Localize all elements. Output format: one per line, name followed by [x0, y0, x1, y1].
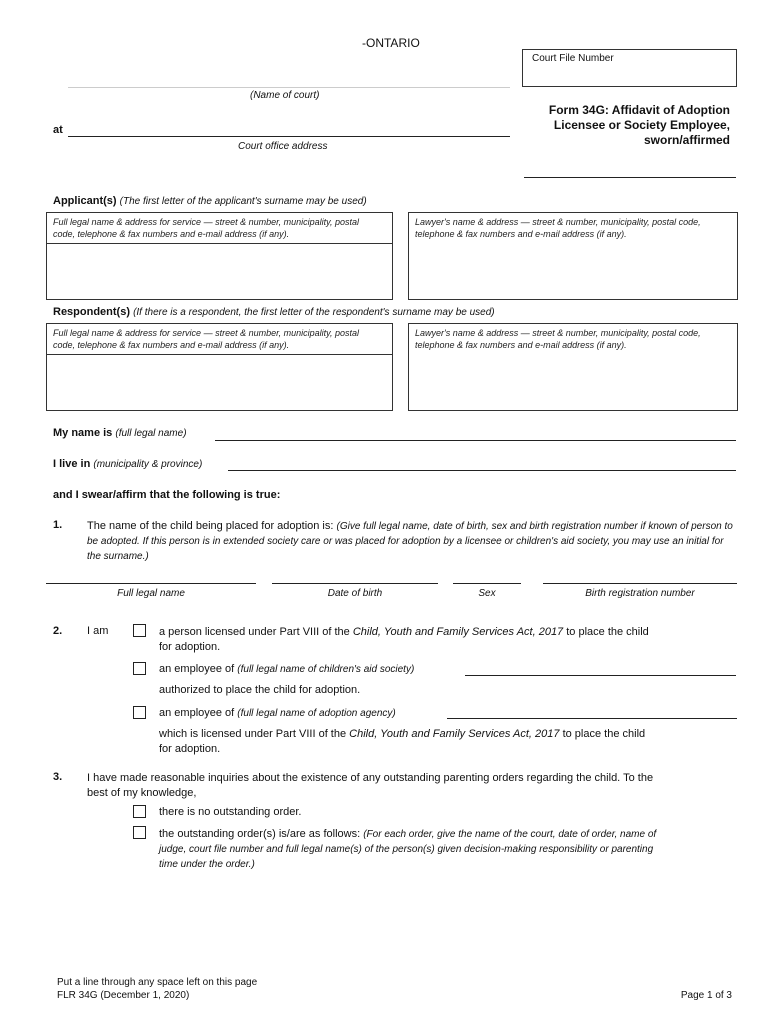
- cas-employee-checkbox[interactable]: [133, 662, 146, 675]
- child-dob-input[interactable]: [272, 583, 438, 584]
- opt1-act: Child, Youth and Family Services Act, 2017: [352, 626, 564, 638]
- live-row: [53, 458, 202, 470]
- licensed-person-checkbox[interactable]: [133, 624, 146, 637]
- respondents-heading-row: [53, 306, 495, 318]
- opt2-hint-2: judge, court file number and full legal name(s) of the person(s) given decision-making responsibility or parenting: [159, 844, 654, 855]
- opt3-line2-text: which is licensed under Part VIII of the: [159, 728, 347, 740]
- opt2-hint-3: time under the order.): [159, 859, 255, 870]
- name-hint: (full legal name): [115, 428, 187, 439]
- item2-opt3: [159, 707, 396, 719]
- applicants-heading-row: [53, 195, 367, 207]
- opt2-hint: (full legal name of children's aid society): [237, 664, 415, 675]
- item1-text: The name of the child being placed for adoption is:: [87, 520, 334, 532]
- item3-line1: I have made reasonable inquiries about the existence of any outstanding parenting orders regarding the child. To the: [87, 772, 654, 784]
- col-full-name-label: Full legal name: [117, 588, 185, 599]
- court-address-line[interactable]: [68, 136, 510, 137]
- applicant-info-box[interactable]: [46, 212, 393, 300]
- opt2-hint-1: (For each order, give the name of the court, date of order, name of: [363, 829, 657, 840]
- name-row: [53, 427, 187, 439]
- full-name-input[interactable]: [215, 440, 736, 441]
- agency-employee-checkbox[interactable]: [133, 706, 146, 719]
- item1-hint: (Give full legal name, date of birth, sex and birth registration number if known of person to be adopted. If this person is in extended society care or was placed for adoption by a licensee or children's aid society, you may use an initial for the surname.): [87, 521, 733, 562]
- opt3-line2-post: to place the child: [562, 728, 646, 740]
- page-number: Page 1 of 3: [680, 990, 732, 1001]
- item3-text: [87, 771, 742, 801]
- item1-number: 1.: [53, 519, 63, 531]
- opt2-line2: authorized to place the child for adoption.: [159, 684, 361, 696]
- respondents-note: (If there is a respondent, the first letter of the respondent's surname may be used): [133, 307, 495, 318]
- item1-block: [87, 519, 737, 564]
- col-dob-label: Date of birth: [327, 588, 383, 599]
- opt3-line2-act: Child, Youth and Family Services Act, 2017: [349, 728, 560, 740]
- court-office-label: Court office address: [238, 141, 328, 152]
- opt3-text: an employee of: [159, 707, 235, 719]
- opt3-hint: (full legal name of adoption agency): [237, 708, 396, 719]
- applicant-caption: Full legal name & address for service — street & number, municipality, postal code, telephone & fax numbers and e-mail address (if any).: [53, 217, 359, 239]
- no-order-checkbox[interactable]: [133, 805, 146, 818]
- opt2-text: an employee of: [159, 663, 235, 675]
- municipality-input[interactable]: [228, 470, 736, 471]
- item3-opt2: [159, 827, 739, 872]
- live-label: I live in: [53, 458, 91, 470]
- at-label: at: [53, 124, 63, 136]
- agency-name-input[interactable]: [447, 718, 737, 719]
- col-sex-label: Sex: [478, 588, 496, 599]
- opt1-post: to place the child: [566, 626, 649, 638]
- swear-line: and I swear/affirm that the following is true:: [53, 489, 281, 501]
- col-birth-reg-label: Birth registration number: [585, 588, 695, 599]
- opt1-line2: for adoption.: [159, 641, 221, 653]
- respondent-lawyer-caption: Lawyer's name & address — street & number, municipality, postal code, telephone & fax numbers and e-mail address (if any).: [415, 328, 701, 350]
- name-of-court-line[interactable]: [68, 87, 510, 88]
- respondent-info-box[interactable]: [46, 323, 393, 411]
- item3-number: 3.: [53, 771, 63, 783]
- applicant-lawyer-caption: Lawyer's name & address — street & number, municipality, postal code, telephone & fax numbers and e-mail address (if any).: [415, 217, 701, 239]
- opt3-line3: for adoption.: [159, 743, 221, 755]
- item2-opt1: [159, 625, 739, 655]
- form-code: FLR 34G (December 1, 2020): [57, 990, 190, 1001]
- respondents-heading: Respondent(s): [53, 306, 130, 318]
- cas-name-input[interactable]: [465, 675, 736, 676]
- divider: [47, 354, 392, 355]
- live-hint: (municipality & province): [93, 459, 203, 470]
- child-full-name-input[interactable]: [46, 583, 256, 584]
- item2-lead: I am: [87, 625, 109, 637]
- item2-number: 2.: [53, 625, 63, 637]
- item2-opt2: [159, 663, 414, 675]
- opt2-text: the outstanding order(s) is/are as follows:: [159, 828, 361, 840]
- jurisdiction: -ONTARIO: [362, 36, 420, 50]
- respondent-lawyer-box[interactable]: [408, 323, 738, 411]
- item3-line2: best of my knowledge,: [87, 787, 197, 799]
- name-label: My name is: [53, 427, 113, 439]
- signature-line[interactable]: [524, 177, 736, 178]
- child-birth-reg-input[interactable]: [543, 583, 737, 584]
- applicants-heading: Applicant(s): [53, 195, 117, 207]
- opt1-text: a person licensed under Part VIII of the: [159, 626, 350, 638]
- respondent-caption: Full legal name & address for service — street & number, municipality, postal code, telephone & fax numbers and e-mail address (if any).: [53, 328, 359, 350]
- applicant-lawyer-box[interactable]: [408, 212, 738, 300]
- name-of-court-label: (Name of court): [250, 90, 320, 101]
- item3-opt1: there is no outstanding order.: [159, 806, 302, 818]
- opt3-lines: [159, 727, 739, 757]
- court-file-number-field[interactable]: [522, 49, 737, 87]
- outstanding-order-checkbox[interactable]: [133, 826, 146, 839]
- divider: [47, 243, 392, 244]
- form-title: Form 34G: Affidavit of Adoption Licensee or Society Employee, sworn/affirmed: [548, 103, 730, 147]
- applicants-note: (The first letter of the applicant's surname may be used): [119, 196, 367, 207]
- child-sex-input[interactable]: [453, 583, 521, 584]
- court-file-label: Court File Number: [532, 53, 614, 64]
- footer-instruction: Put a line through any space left on this page: [57, 977, 258, 988]
